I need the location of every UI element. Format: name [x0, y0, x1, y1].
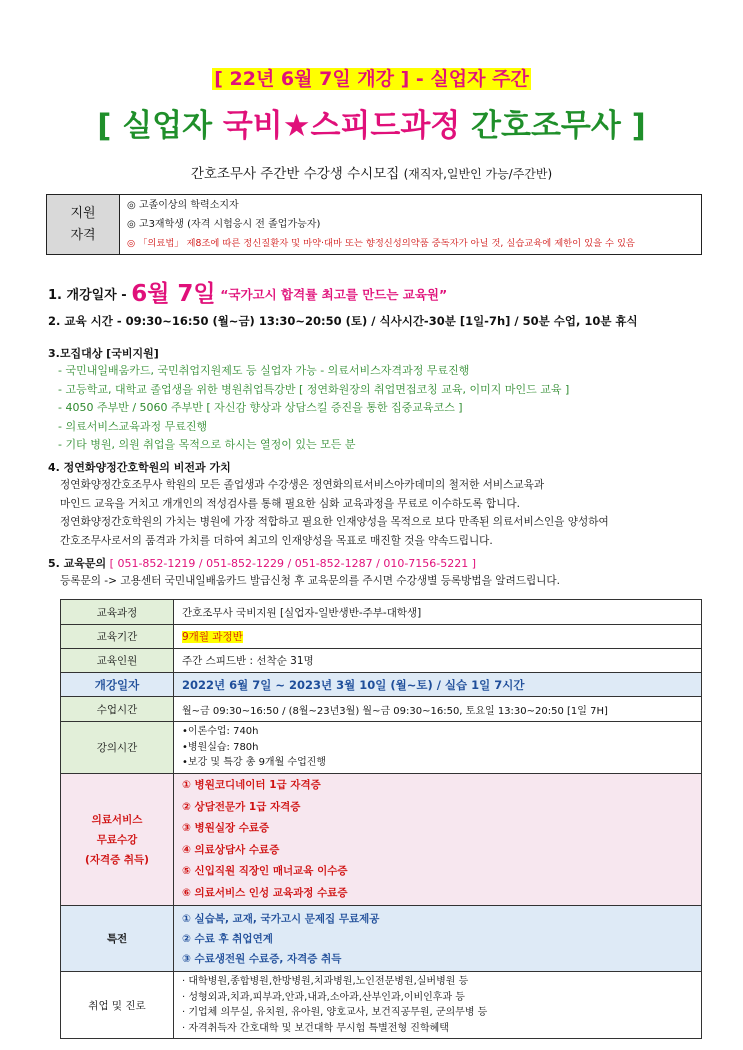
table-row [61, 697, 702, 722]
free-course-label [61, 774, 174, 906]
career-label: 취업 및 진로 [61, 972, 174, 1039]
target-item: - 고등학교, 대학교 졸업생을 위한 병원취업특강반 [ 정연화원장의 취업면접코칭 교육, 이미지 마인드 교육 ] [58, 382, 570, 396]
class-time-label: 수업시간 [61, 697, 174, 722]
section-1-label: 1. 개강일자 - [48, 288, 132, 303]
course-info-table [60, 599, 702, 1039]
certificate-item: ① 병원코디네이터 1급 자격증 [182, 779, 321, 791]
section-contact [48, 556, 560, 590]
contact-note: 등록문의 -> 고용센터 국민내일배움카드 발급신청 후 교육문의를 주시면 수강생별 등록방법을 알려드립니다. [60, 575, 561, 587]
career-item: · 기업체 의무실, 유치원, 유아원, 양호교사, 보건직공무원, 군의무병 등 [182, 1007, 488, 1018]
period-value-cell [174, 625, 702, 649]
section-target [48, 346, 569, 455]
start-date-label: 개강일자 [61, 673, 174, 697]
qualification-header-line-1: 지원 [70, 205, 96, 221]
opening-banner [0, 66, 743, 92]
qualification-header-line-2: 자격 [70, 227, 96, 243]
course-label: 교육과정 [61, 600, 174, 625]
target-item: - 기타 병원, 의원 취업을 목적으로 하시는 열정이 있는 모든 분 [58, 438, 356, 451]
start-date-value: 2022년 6월 7일 ~ 2023년 3월 10일 (월~토) / 실습 1일 7시간 [174, 673, 702, 697]
target-item: - 4050 주부반 / 5060 주부반 [ 자신감 향상과 상담스킬 증진을 통한 집중교육코스 ] [58, 401, 463, 414]
section-4-title: 4. 정연화양정간호학원의 비전과 가치 [48, 461, 231, 474]
period-value: 9개월 과정반 [182, 631, 243, 643]
table-row [61, 600, 702, 625]
table-row [61, 722, 702, 774]
title-highlight: 국비★스피드과정 [222, 108, 461, 144]
title-open: [ 실업자 [97, 108, 223, 144]
qualification-items [120, 195, 702, 255]
benefit-item: ③ 수료생전원 수료증, 자격증 취득 [182, 952, 342, 965]
capacity-value: 주간 스피드반 : 선착순 31명 [174, 649, 702, 673]
vision-line: 정연화양정간호학원의 가치는 병원에 가장 적합하고 필요한 인재양성을 목적으로 보다 만족된 의료서비스인을 양성하여 [60, 516, 609, 528]
lecture-hours-item: •병원실습: 780h [182, 741, 259, 753]
opening-banner-text: [ 22년 6월 7일 개강 ] - 실업자 주간 [214, 68, 529, 90]
benefit-item: ② 수료 후 취업연계 [182, 932, 273, 945]
certificate-item: ⑥ 의료서비스 인성 교육과정 수료증 [182, 886, 348, 899]
target-item: - 의료서비스교육과정 무료진행 [58, 419, 208, 433]
qualification-item: ◎ 「의료법」 제8조에 따른 정신질환자 및 마약·대마 또는 향정신성의약품 중독자가 아닐 것, 실습교육에 제한이 있을 수 있음 [127, 238, 635, 249]
free-course-label-line: (자격증 취득) [85, 853, 149, 866]
benefit-item: ① 실습복, 교재, 국가고시 문제집 무료제공 [182, 912, 380, 925]
benefits-label: 특전 [61, 906, 174, 972]
vision-line: 간호조무사로서의 품격과 가치를 더하여 최고의 인재양성을 목표로 매진할 것을 약속드립니다. [60, 534, 493, 547]
qualification-table [46, 194, 702, 255]
free-course-label-line: 무료수강 [96, 833, 138, 846]
qualification-item: ◎ 고3재학생 (자격 시험응시 전 졸업가능자) [127, 219, 321, 230]
section-3-title: 3.모집대상 [국비지원] [48, 347, 159, 360]
table-row [61, 625, 702, 649]
career-item: · 성형외과,치과,피부과,안과,내과,소아과,산부인과,이비인후과 등 [182, 991, 465, 1003]
certificate-item: ⑤ 신입직원 직장인 매너교육 이수증 [182, 865, 348, 877]
course-value: 간호조무사 국비지원 [실업자-일반생반-주부-대학생] [174, 600, 702, 625]
qualification-item: ◎ 고졸이상의 학력소지자 [127, 200, 239, 211]
benefits-list [174, 906, 702, 972]
period-label: 교육기간 [61, 625, 174, 649]
subtitle-note: (재직자,일반인 가능/주간반) [403, 167, 553, 181]
qualification-header [47, 195, 120, 255]
title-close: 간호조무사 ] [460, 108, 646, 144]
career-item: · 자격취득자 간호대학 및 보건대학 무시험 특별전형 진학혜택 [182, 1022, 449, 1034]
free-course-list [174, 774, 702, 906]
table-row [61, 906, 702, 972]
table-row [61, 774, 702, 906]
opening-date: 6월 7일 [131, 281, 216, 307]
capacity-label: 교육인원 [61, 649, 174, 673]
vision-line: 정연화양정간호조무사 학원의 모든 졸업생과 수강생은 정연화의료서비스아카데미의 철저한 서비스교육과 [60, 479, 545, 491]
table-row [61, 649, 702, 673]
page-title [0, 106, 743, 146]
slogan: “국가고시 합격률 최고를 만드는 교육원” [220, 287, 448, 302]
lecture-hours-list [174, 722, 702, 774]
table-row [61, 673, 702, 697]
section-class-time: 2. 교육 시간 - 09:30~16:50 (월~금) 13:30~20:50 (토) / 식사시간-30분 [1일-7h] / 50분 수업, 10분 휴식 [48, 314, 638, 328]
certificate-item: ③ 병원실장 수료증 [182, 822, 270, 834]
vision-line: 마인드 교육을 거치고 개개인의 적성검사를 통해 필요한 심화 교육과정을 무료로 이수하도록 합니다. [60, 497, 520, 510]
class-time-value: 월~금 09:30~16:50 / (8월~23년3월) 월~금 09:30~16:50, 토요일 13:30~20:50 [1일 7H] [174, 697, 702, 722]
section-opening-date [48, 283, 447, 307]
section-5-label: 5. 교육문의 [48, 557, 107, 570]
target-item: - 국민내일배움카드, 국민취업지원제도 등 실업자 가능 - 의료서비스자격과정 무료진행 [58, 364, 470, 377]
subtitle-main: 간호조무사 주간반 수강생 수시모집 [190, 166, 400, 182]
certificate-item: ② 상담전문가 1급 자격증 [182, 800, 301, 813]
section-vision [48, 460, 609, 550]
certificate-item: ④ 의료상담사 수료증 [182, 843, 280, 856]
lecture-hours-item: •이론수업: 740h [182, 726, 259, 738]
table-row [61, 972, 702, 1039]
free-course-label-line: 의료서비스 [91, 813, 143, 826]
career-item: · 대학병원,종합병원,한방병원,치과병원,노인전문병원,실버병원 등 [182, 976, 469, 987]
subtitle [0, 164, 743, 184]
contact-phones: [ 051-852-1219 / 051-852-1229 / 051-852-1287 / 010-7156-5221 ] [106, 557, 477, 570]
lecture-hours-item: •보강 및 특강 총 9개월 수업진행 [182, 757, 327, 769]
lecture-hours-label: 강의시간 [61, 722, 174, 774]
career-list [174, 972, 702, 1039]
